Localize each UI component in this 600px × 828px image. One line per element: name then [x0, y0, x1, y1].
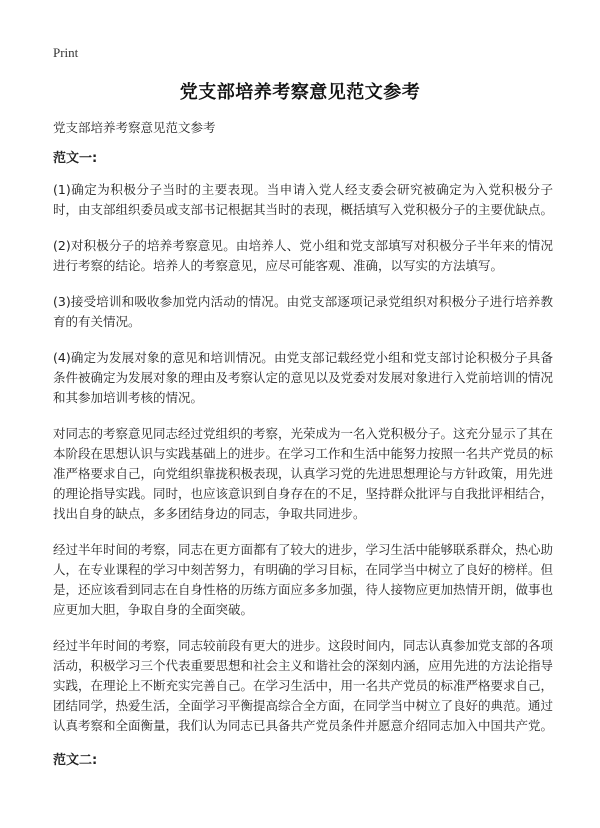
document-body	[53, 119, 553, 782]
paragraph-7: 经过半年时间的考察，同志较前段有更大的进步。这段时间内，同志认真参加党支部的各项活动，积极学习三个代表重要思想和社会主义和谐社会的深刻内涵，应用先进的方法论指导实践，在理论上不断充实完善自己。在学习生活中，用一名共产党员的标准严格要求自己，团结同学，热爱生活，全面学习平衡提高综合全方面，在同学当中树立了良好的典范。通过认真考察和全面衡量，我们认为同志已具备共产党员条件并愿意介绍同志加入中国共产党。	[53, 638, 554, 733]
print-link[interactable]: Print	[53, 45, 79, 60]
paragraph-6: 经过半年时间的考察，同志在更方面都有了较大的进步，学习生活中能够联系群众，热心助人，在专业课程的学习中刻苦努力，有明确的学习目标，在同学当中树立了良好的榜样。但是，还应该看到同志在自身性格的历练方面应多多加强，待人接物应更加热情开朗，做事也应更加大胆，争取自身的全面突破。	[53, 542, 554, 617]
section-heading-two: 范文二:	[53, 753, 98, 768]
section-heading-one: 范文一:	[53, 151, 98, 166]
paragraph-5: 对同志的考察意见同志经过党组织的考察，光荣成为一名入党积极分子。这充分显示了其在本阶段在思想认识与实践基础上的进步。在学习工作和生活中能努力按照一名共产党员的标准严格要求自己，向党组织靠拢积极表现，认真学习党的先进思想理论与方针政策，用先进的理论指导实践。同时，也应该意识到自身存在的不足，坚持群众批评与自我批评相结合，找出自身的缺点，多多团结身边的同志，争取共同进步。	[53, 426, 554, 521]
document-title: 党支部培养考察意见范文参考	[179, 82, 421, 103]
document-subtitle: 党支部培养考察意见范文参考	[53, 120, 216, 135]
paragraph-2: (2)对积极分子的培养考察意见。由培养人、党小组和党支部填写对积极分子半年来的情况进行考察的结论。培养人的考察意见，应尽可能客观、准确，以写实的方法填写。	[53, 238, 553, 273]
paragraph-3: (3)接受培训和吸收参加党内活动的情况。由党支部逐项记录党组织对积极分子进行培养教育的有关情况。	[53, 294, 553, 329]
paragraph-4: (4)确定为发展对象的意见和培训情况。由党支部记载经党小组和党支部讨论积极分子具备条件被确定为发展对象的理由及考察认定的意见以及党委对发展对象进行入党前培训的情况和其参加培训考核的情况。	[53, 350, 554, 405]
paragraph-1: (1)确定为积极分子当时的主要表现。当申请入党人经支委会研究被确定为入党积极分子时，由支部组织委员或支部书记根据其当时的表现，概括填写入党积极分子的主要优缺点。	[53, 182, 554, 217]
